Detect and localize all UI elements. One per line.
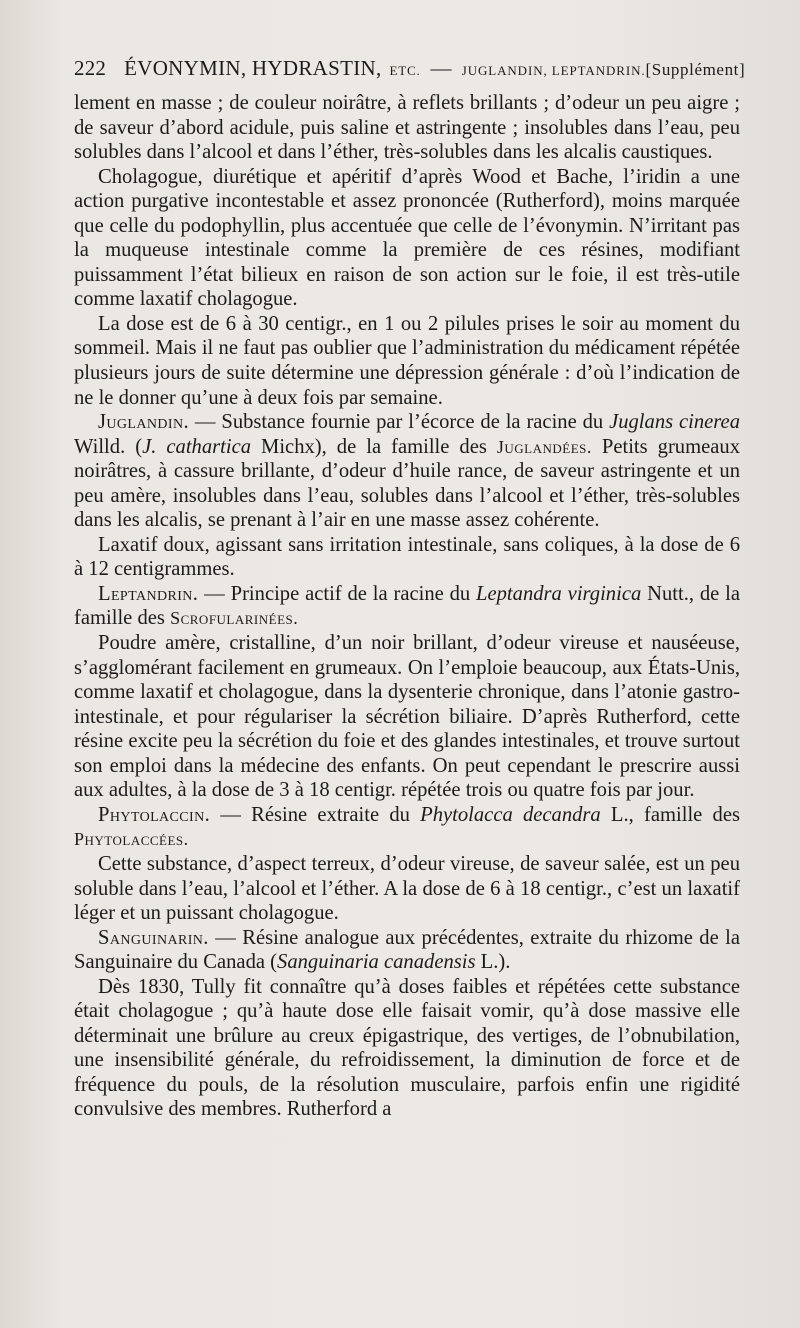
entry-text: Petits grumeaux noirâtres, à cassure brillante, d’odeur d’huile rance, de saveur astringente et un peu amère, insolubles dans l’eau, solubles dans l’alcool et l’éther, très-solubles dans les alcalis, se prenant à l’air en une masse assez cohérente. — [74, 435, 740, 532]
paragraph-continued: lement en masse ; de couleur noirâtre, à reflets brillants ; d’odeur un peu aigre ; de saveur d’abord acidule, puis saline et astringente ; insolubles dans l’eau, peu solubles dans l’alcool et dans l’éther, très-solubles dans les alcalis caustiques. — [74, 92, 740, 164]
entry-text: L., famille des — [600, 803, 740, 826]
entry-text: — Résine extraite du — [210, 803, 421, 826]
species-name: Leptandra virginica — [476, 582, 642, 605]
section-label: [Supplément] — [645, 60, 746, 79]
entry-leptandrin — [74, 582, 740, 631]
running-title: ÉVONYMIN, HYDRASTIN, — [124, 56, 382, 80]
entry-text: Nutt., de la famille des — [74, 582, 740, 630]
body-text — [74, 91, 740, 1122]
entry-term: Leptandrin. — [98, 582, 199, 605]
species-name: Juglans cinerea — [609, 411, 740, 434]
entry-juglandin — [74, 410, 740, 533]
running-title-etc: ETC. — [389, 63, 421, 78]
entry-text: — Principe actif de la racine du — [198, 582, 477, 605]
running-header — [74, 56, 746, 90]
entry-text: L.). — [475, 951, 511, 974]
running-title-dash: — — [430, 56, 452, 80]
species-name: Sanguinaria canadensis — [277, 951, 476, 974]
species-name: J. cathartica — [142, 435, 252, 458]
paragraph-leptandrin-description: Poudre amère, cristalline, d’un noir brillant, d’odeur vireuse et nauséeuse, s’agglomérant facilement en grumeaux. On l’emploie beaucoup, aux États-Unis, comme laxatif et cholagogue, dans la dysenterie chronique, dans l’atonie gastro-intestinale, et pour régulariser la sécrétion biliaire. D’après Rutherford, cette résine excite peu la sécrétion du foie et des glandes intestinales, et trouve surtout son emploi dans la médecine des enfants. On peut cependant le prescrire aussi aux adultes, à la dose de 3 à 18 centigr. répétée trois ou quatre fois par jour. — [74, 632, 740, 802]
family-name: Phytolaccées. — [74, 829, 189, 850]
entry-term: Sanguinarin. — [98, 926, 209, 949]
entry-sanguinarin — [74, 926, 740, 975]
species-name: Phytolacca decandra — [420, 803, 601, 826]
paragraph-sanguinarin-history: Dès 1830, Tully fit connaître qu’à doses faibles et répétées cette substance était cholagogue ; qu’à haute dose elle faisait vomir, qu’à dose massive elle déterminait une brûlure au creux épigastrique, des vertiges, de l’obnubilation, une insensibilité générale, du refroidissement, la diminution de force et de fréquence du pouls, de la résolution musculaire, parfois enfin une rigidité convulsive des membres. Rutherford a — [74, 975, 740, 1121]
entry-phytolaccin — [74, 803, 740, 852]
entry-text: — Résine analogue aux précédentes, extraite du rhizome de la Sanguinaire du Canada ( — [74, 926, 740, 974]
paragraph-phytolaccin-description: Cette substance, d’aspect terreux, d’odeur vireuse, de saveur salée, est un peu soluble dans l’eau, l’alcool et l’éther. A la dose de 6 à 18 centigr., c’est un laxatif léger et un puissant cholagogue. — [74, 852, 740, 925]
entry-term: Phytolaccin. — [98, 803, 211, 826]
entry-text: Willd. ( — [74, 435, 143, 458]
paragraph-iridin-dose: La dose est de 6 à 30 centigr., en 1 ou 2 pilules prises le soir au moment du sommeil. Mais il ne faut pas oublier que l’administration du médicament répétée plusieurs jours de suite détermine une dépression générale : d’où l’indication de ne le donner qu’une à deux fois par semaine. — [74, 312, 740, 409]
entry-text: Michx), de la famille des — [251, 435, 497, 458]
running-subtitle: JUGLANDIN, LEPTANDRIN. — [461, 63, 646, 78]
family-name: Scrofularinées. — [170, 608, 299, 629]
paragraph-iridin-action: Cholagogue, diurétique et apéritif d’après Wood et Bache, l’iridin a une action purgative incontestable et assez prononcée (Rutherford), moins marquée que celle du podophyllin, plus accentuée que celle de l’évonymin. N’irritant pas la muqueuse intestinale comme la première de ces résines, modifiant puissamment l’état bilieux en raison de son action sur le foie, il est très-utile comme laxatif cholagogue. — [74, 165, 740, 311]
paragraph-juglandin-use: Laxatif doux, agissant sans irritation intestinale, sans coliques, à la dose de 6 à 12 centigrammes. — [74, 533, 740, 581]
entry-term: Juglandin. — [98, 411, 190, 434]
entry-text: — Substance fournie par l’écorce de la racine du — [189, 411, 610, 434]
page-number: 222 — [74, 56, 107, 80]
family-name: Juglandées. — [496, 436, 592, 457]
